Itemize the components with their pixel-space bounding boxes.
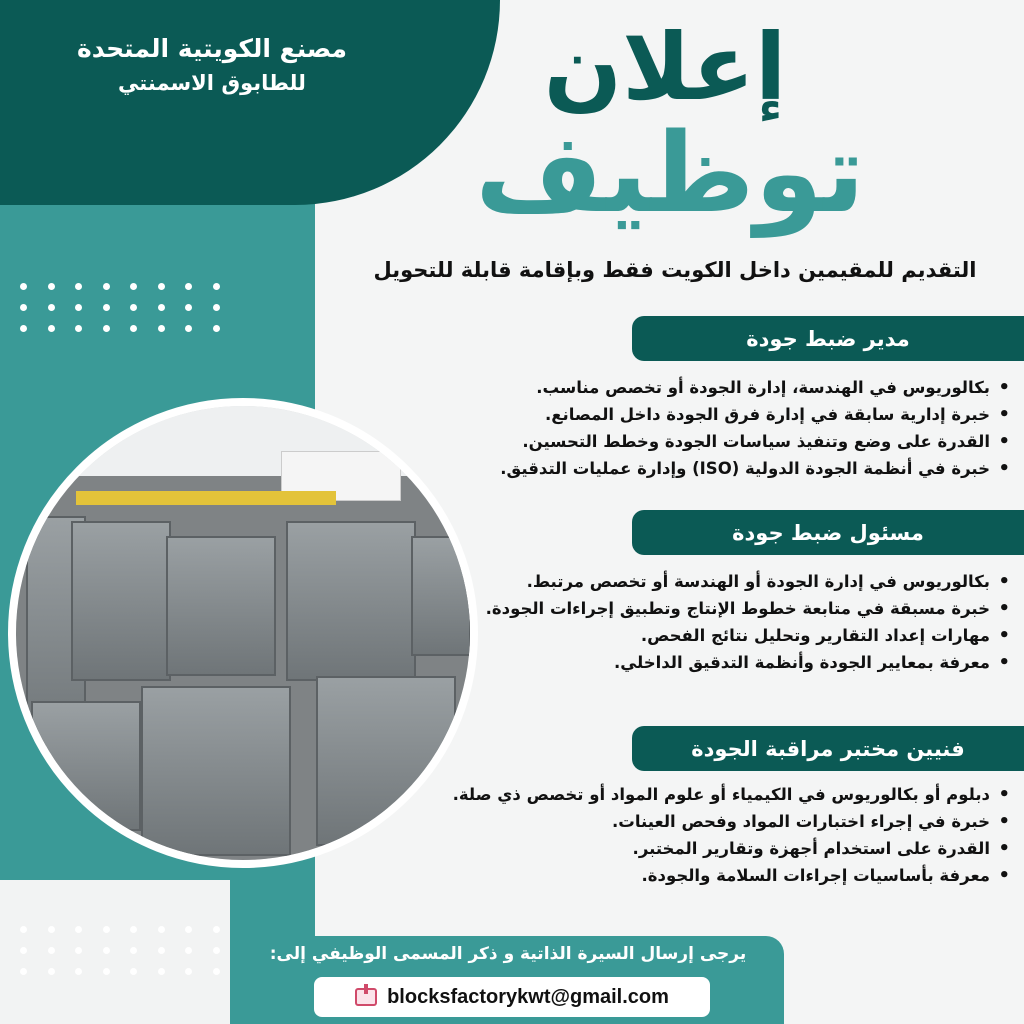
list-item: • معرفة بمعايير الجودة وأنظمة التدقيق الداخلي.: [450, 649, 1010, 676]
list-item: • القدرة على استخدام أجهزة وتقارير المختبر.: [450, 835, 1010, 862]
block-pallet: [166, 536, 276, 676]
email-contact[interactable]: [314, 977, 710, 1017]
block-pallet: [141, 686, 291, 856]
block-pallet: [316, 676, 456, 846]
list-item: • خبرة إدارية سابقة في إدارة فرق الجودة داخل المصانع.: [450, 401, 1010, 428]
company-name-line2: للطابوق الاسمنتي: [118, 71, 306, 95]
company-name-line1: مصنع الكويتية المتحدة: [76, 34, 348, 63]
subtitle: التقديم للمقيمين داخل الكويت فقط وبإقامة قابلة للتحويل: [373, 258, 977, 282]
block-pallet: [71, 521, 171, 681]
title-hiring: توظيف: [475, 109, 865, 237]
list-item: • دبلوم أو بكالوريوس في الكيمياء أو علوم المواد أو تخصص ذي صلة.: [450, 781, 1010, 808]
section-title-quality-manager: مدير ضبط جودة: [632, 316, 1024, 361]
list-item: • القدرة على وضع وتنفيذ سياسات الجودة وخطط التحسين.: [450, 428, 1010, 455]
list-item: • خبرة في إجراء اختبارات المواد وفحص العينات.: [450, 808, 1010, 835]
photo-yellow-blocks: [76, 491, 336, 505]
block-pallet: [286, 521, 416, 681]
decor-dots-top: [20, 283, 240, 332]
photo-sky: [16, 406, 470, 476]
company-name: [52, 34, 372, 95]
apply-instructions: يرجى إرسال السيرة الذاتية و ذكر المسمى الوظيفي إلى:: [269, 944, 747, 964]
block-pallet: [31, 701, 141, 831]
list-item: • معرفة بأساسيات إجراءات السلامة والجودة.: [450, 862, 1010, 889]
section-title-quality-officer: مسئول ضبط جودة: [632, 510, 1024, 555]
list-item: • مهارات إعداد التقارير وتحليل نتائج الفحص.: [450, 622, 1010, 649]
factory-photo: [8, 398, 478, 868]
section-title-lab-technicians: فنيين مختبر مراقبة الجودة: [632, 726, 1024, 771]
email-address[interactable]: blocksfactorykwt@gmail.com: [387, 985, 669, 1008]
title-announcement: إعلان: [543, 14, 787, 121]
requirements-list-quality-manager: [450, 374, 1010, 482]
requirements-list-quality-officer: [450, 568, 1010, 676]
mail-inbox-icon: [355, 988, 377, 1006]
decor-dots-bottom: [20, 926, 240, 975]
list-item: • خبرة في أنظمة الجودة الدولية (ISO) وإدارة عمليات التدقيق.: [450, 455, 1010, 482]
requirements-list-lab-technicians: [450, 781, 1010, 889]
list-item: • خبرة مسبقة في متابعة خطوط الإنتاج وتطبيق إجراءات الجودة.: [450, 595, 1010, 622]
list-item: • بكالوريوس في الهندسة، إدارة الجودة أو تخصص مناسب.: [450, 374, 1010, 401]
list-item: • بكالوريوس في إدارة الجودة أو الهندسة أو تخصص مرتبط.: [450, 568, 1010, 595]
